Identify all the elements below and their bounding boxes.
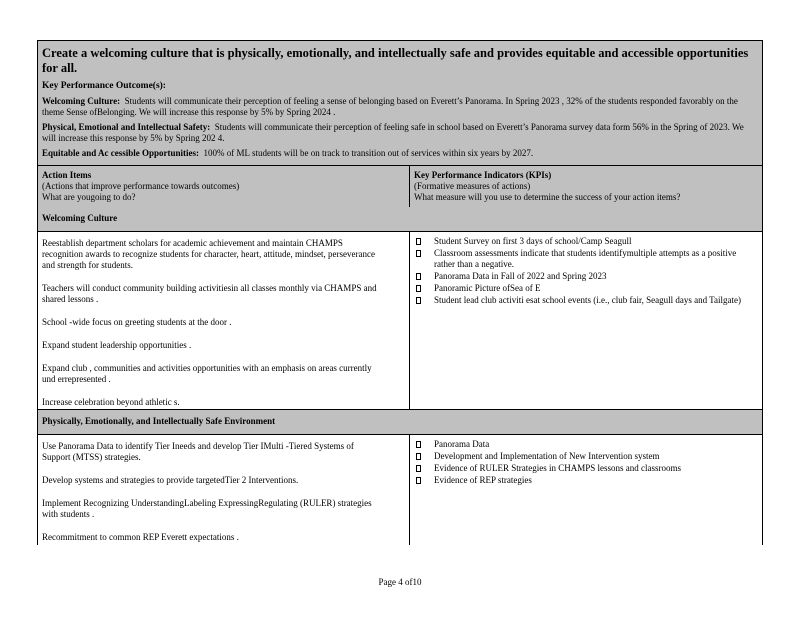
checkbox-bullet-icon	[416, 477, 421, 484]
kpi-item: Evidence of RULER Strategies in CHAMPS lessons and classrooms	[415, 463, 748, 474]
kpo-label: Key Performance Outcome(s):	[42, 81, 166, 91]
checkbox-bullet-icon	[416, 297, 421, 304]
kpi-item: Classroom assessments indicate that students identifymultiple attempts as a positive rather than a negative.	[415, 248, 748, 270]
kpi-item: Student lead club activiti esat school events (i.e., club fair, Seagull days and Tailgate)	[415, 295, 748, 306]
actions-column-header	[38, 166, 410, 207]
goal-header	[37, 41, 763, 166]
outcome-label: Welcoming Culture:	[42, 96, 121, 106]
plan-document	[37, 40, 763, 545]
kpi-item: Panoramic Picture ofSea of E	[415, 283, 748, 294]
outcome-label: Equitable and Ac cessible Opportunities:	[42, 148, 200, 158]
kpi-subtitle: (Formative measures of actions)	[414, 181, 531, 191]
actions-question: What are yougoing to do?	[42, 192, 136, 202]
checkbox-bullet-icon	[416, 273, 421, 280]
kpi-item: Development and Implementation of New Intervention system	[415, 451, 748, 462]
kpi-item: Panorama Data in Fall of 2022 and Spring 2023	[415, 271, 748, 282]
action-item: Increase celebration beyond athletic s.	[42, 397, 180, 407]
outcome-text: 100% of ML students will be on track to transition out of services within six years by 2027.	[203, 148, 534, 158]
section-title-safety: Physically, Emotionally, and Intellectually Safe Environment	[37, 410, 763, 435]
actions-subtitle: (Actions that improve performance towards outcomes)	[42, 181, 240, 191]
checkbox-bullet-icon	[416, 285, 421, 292]
action-item: School -wide focus on greeting students at the door .	[42, 317, 232, 327]
kpi-list	[415, 439, 748, 486]
action-item: Teachers will conduct community building activitiesin all classes monthly via CHAMPS and shared lessons .	[42, 283, 377, 304]
kpi-list-container	[410, 435, 762, 545]
kpi-title: Key Performance Indicators (KPIs)	[414, 170, 552, 180]
action-item: Expand student leadership opportunities .	[42, 340, 192, 350]
outcome-text: Students will communicate their perception of feeling a sense of belonging based on Everett’s Panorama. In Spring 2023 , 32% of the students responded favorably on the theme Sense ofBelonging. We will increase this response by 5% by Spring 2024 .	[42, 96, 738, 117]
section-body-welcoming	[37, 232, 763, 410]
checkbox-bullet-icon	[416, 238, 421, 245]
section-body-safety	[37, 435, 763, 545]
kpi-item: Panorama Data	[415, 439, 748, 450]
outcome-equity	[42, 148, 757, 159]
goal-title: Create a welcoming culture that is physically, emotionally, and intellectually safe and provides equitable and accessible opportunities for all.	[42, 46, 749, 75]
checkbox-bullet-icon	[416, 250, 421, 257]
outcome-welcoming	[42, 96, 757, 118]
actions-title: Action Items	[42, 170, 92, 180]
kpi-list-container	[410, 232, 762, 409]
checkbox-bullet-icon	[416, 453, 421, 460]
kpi-list	[415, 236, 748, 306]
kpi-item: Evidence of REP strategies	[415, 475, 748, 486]
section-title-welcoming: Welcoming Culture	[38, 207, 762, 232]
action-item: Recommitment to common REP Everett expectations .	[42, 532, 239, 542]
kpi-question: What measure will you use to determine the success of your action items?	[414, 192, 681, 202]
action-item: Use Panorama Data to identify Tier Ineeds and develop Tier IMulti -Tiered Systems of Support (MTSS) strategies.	[42, 441, 354, 462]
outcome-label: Physical, Emotional and Intellectual Safety:	[42, 122, 211, 132]
action-item: Expand club , communities and activities opportunities with an emphasis on areas currently und errepresented .	[42, 363, 372, 384]
outcome-text: Students will communicate their perception of feeling safe in school based on Everett’s Panorama survey data form 56% in the Spring of 2023. We will increase this response by 5% by Spring 202 4.	[42, 122, 744, 143]
checkbox-bullet-icon	[416, 465, 421, 472]
column-header-row	[37, 166, 763, 232]
action-items-list	[38, 232, 410, 409]
action-item: Implement Recognizing UnderstandingLabeling ExpressingRegulating (RULER) strategies with students .	[42, 498, 372, 519]
outcome-safety	[42, 122, 757, 144]
kpi-column-header	[410, 166, 762, 207]
kpi-item: Student Survey on first 3 days of school/Camp Seagull	[415, 236, 748, 247]
action-item: Develop systems and strategies to provide targetedTier 2 Interventions.	[42, 475, 299, 485]
action-item: Reestablish department scholars for academic achievement and maintain CHAMPS recognition awards to recognize students for character, heart, attitude, mindset, perseverance and strength for students.	[42, 238, 375, 270]
checkbox-bullet-icon	[416, 441, 421, 448]
action-items-list	[38, 435, 410, 545]
page-number: Page 4 of10	[378, 577, 422, 587]
